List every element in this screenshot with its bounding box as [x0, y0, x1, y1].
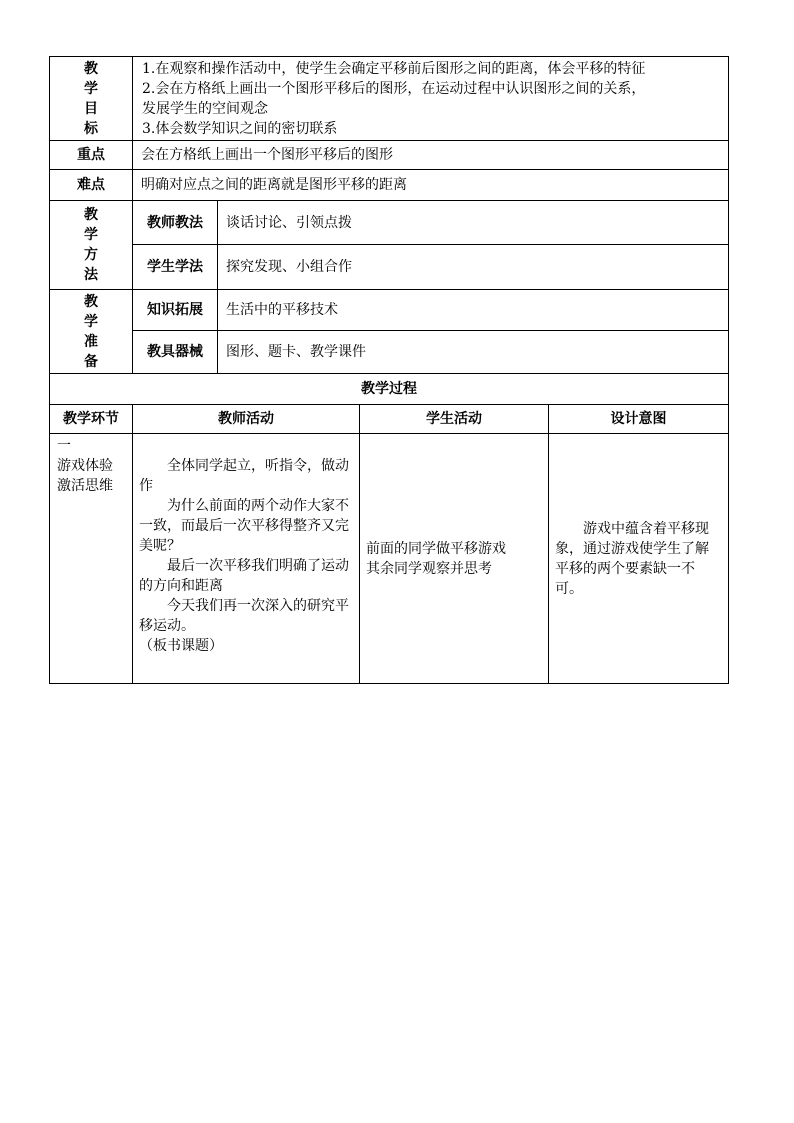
process-title: 教学过程	[50, 374, 729, 405]
lesson-plan-table	[49, 56, 729, 684]
student-method-text: 探究发现、小组合作	[218, 245, 729, 290]
header-stage: 教学环节	[50, 405, 133, 434]
teacher-method-row	[50, 201, 729, 245]
process-title-row	[50, 374, 729, 405]
header-teacher: 教师活动	[133, 405, 360, 434]
student-activity-line: 其余同学观察并思考	[366, 560, 492, 577]
key-point-row	[50, 141, 729, 170]
teacher-method-text: 谈话讨论、引领点拨	[218, 201, 729, 245]
objectives-label: 教 学 目 标	[50, 57, 133, 141]
teacher-method-label: 教师教法	[133, 201, 218, 245]
teacher-activity-cell	[133, 434, 360, 684]
key-point-label: 重点	[50, 141, 133, 170]
objective-line: 发展学生的空间观念	[142, 100, 268, 117]
student-method-row	[50, 245, 729, 290]
knowledge-text: 生活中的平移技术	[218, 290, 729, 331]
tools-label: 教具器械	[133, 331, 218, 374]
tools-row	[50, 331, 729, 374]
process-header-row	[50, 405, 729, 434]
teacher-activity-paragraph: 最后一次平移我们明确了运动的方向和距离	[139, 558, 349, 594]
objectives-content	[133, 57, 729, 141]
objective-line: 1.在观察和操作活动中，使学生会确定平移前后图形之间的距离，体会平移的特征	[142, 60, 646, 77]
knowledge-row	[50, 290, 729, 331]
student-activity-line: 前面的同学做平移游戏	[366, 540, 506, 557]
stage-number: 一	[57, 438, 71, 454]
teacher-activity-note: （板书课题）	[139, 638, 223, 654]
preparation-label: 教 学 准 备	[50, 290, 133, 374]
methods-label: 教 学 方 法	[50, 201, 133, 290]
header-student: 学生活动	[360, 405, 549, 434]
difficulty-label: 难点	[50, 170, 133, 201]
tools-text: 图形、题卡、教学课件	[218, 331, 729, 374]
knowledge-label: 知识拓展	[133, 290, 218, 331]
student-activity-cell	[360, 434, 549, 684]
process-body-row	[50, 434, 729, 684]
teacher-activity-paragraph: 为什么前面的两个动作大家不一致，而最后一次平移得整齐又完美呢？	[139, 498, 349, 554]
objective-line: 3.体会数学知识之间的密切联系	[142, 120, 338, 137]
difficulty-text: 明确对应点之间的距离就是图形平移的距离	[133, 170, 729, 201]
objectives-row	[50, 57, 729, 141]
stage-line: 激活思维	[57, 478, 113, 494]
objective-line: 2.会在方格纸上画出一个图形平移后的图形，在运动过程中认识图形之间的关系，	[142, 80, 646, 97]
difficulty-row	[50, 170, 729, 201]
header-intent: 设计意图	[549, 405, 729, 434]
student-method-label: 学生学法	[133, 245, 218, 290]
design-intent-cell	[549, 434, 729, 684]
teacher-activity-paragraph: 全体同学起立，听指令，做动作	[139, 458, 349, 494]
stage-cell	[50, 434, 133, 684]
teacher-activity-paragraph: 今天我们再一次深入的研究平移运动。	[139, 598, 349, 634]
stage-line: 游戏体验	[57, 458, 113, 474]
design-intent-text: 游戏中蕴含着平移现象，通过游戏使学生了解平移的两个要素缺一不可。	[555, 520, 709, 597]
key-point-text: 会在方格纸上画出一个图形平移后的图形	[133, 141, 729, 170]
